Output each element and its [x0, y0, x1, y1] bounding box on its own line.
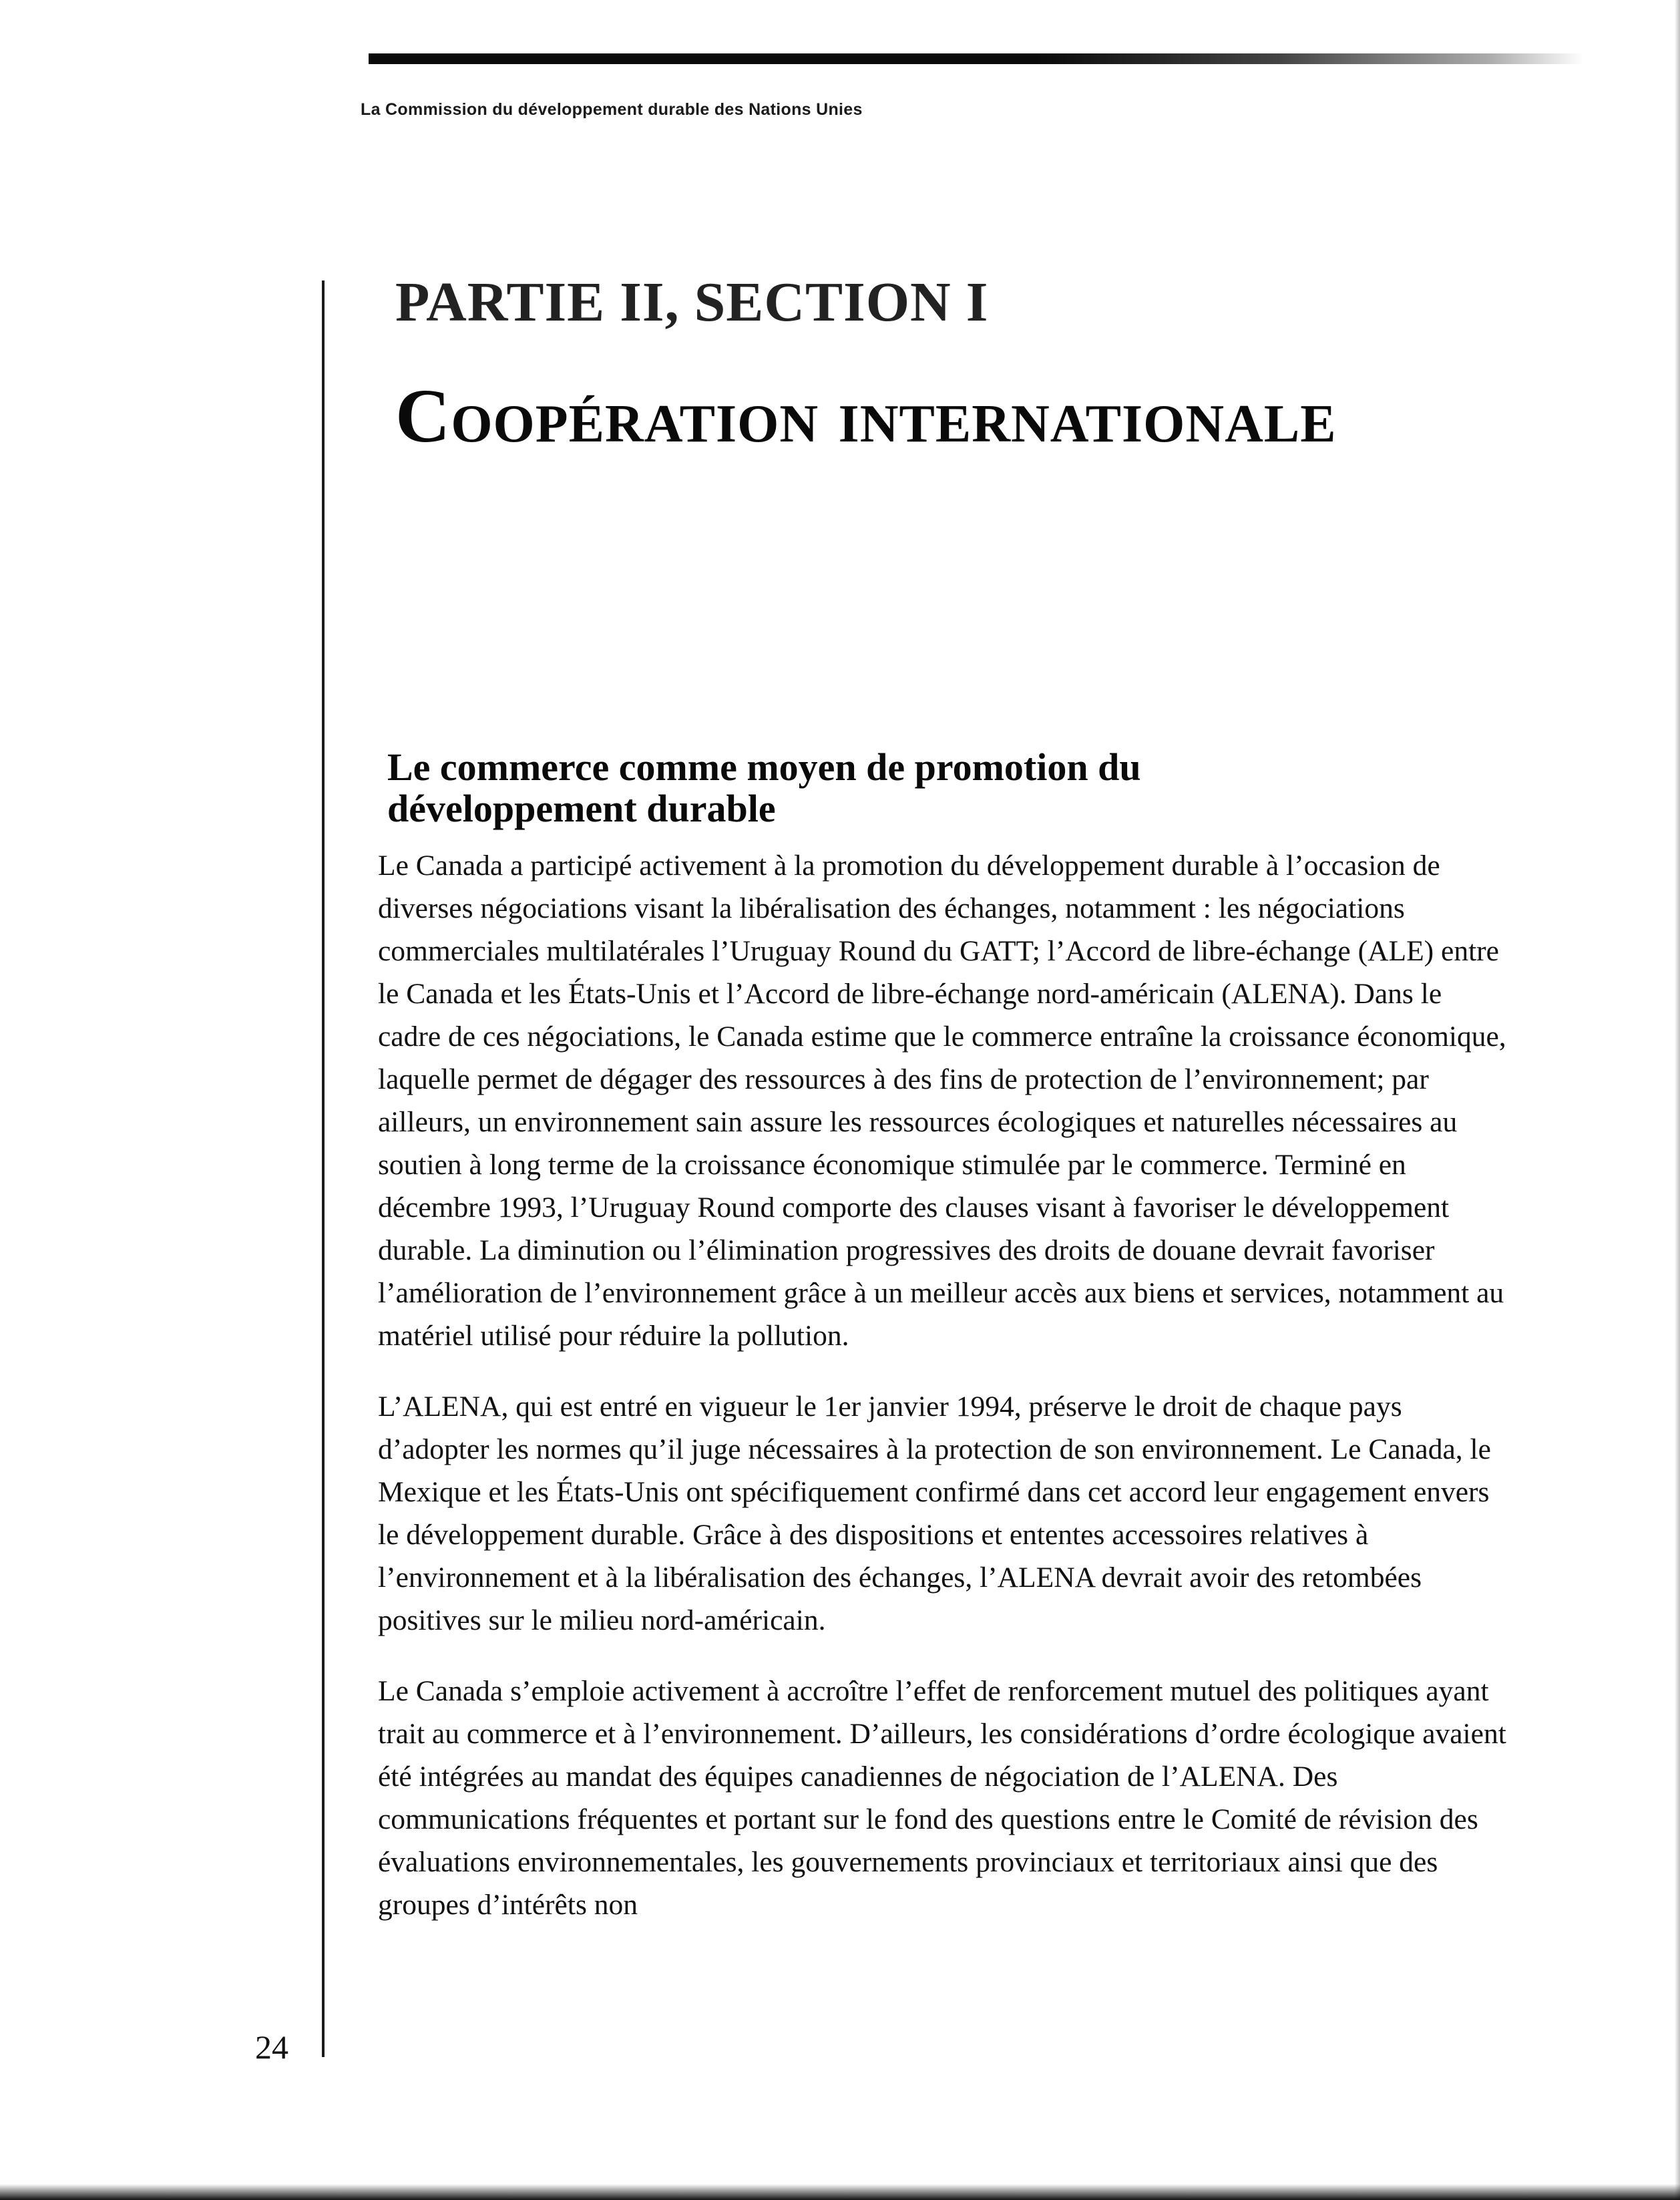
scan-edge-right [1675, 0, 1680, 2200]
section-title: Coopération internationale [395, 373, 1337, 458]
subheading: Le commerce comme moyen de promotion du développement durable [387, 745, 1141, 830]
paragraph-3: Le Canada s’emploie activement à accroître l’effet de renforcement mutuel des politiques ayant trait au commerce et à l’environnement. D’ailleurs, les considérations d’ordre écologique avaient été intégrées au mandat des équipes canadiennes de négociation de l’ALENA. Des communications fréquentes et portant sur le fond des questions entre le Comité de révision des évaluations environnementales, les gouvernements provinciaux et territoriaux ainsi que des groupes d’intérêts non [378, 1675, 1506, 1921]
left-margin-rule [322, 281, 325, 2057]
body-content [378, 747, 1526, 1954]
paragraph-2: L’ALENA, qui est entré en vigueur le 1er janvier 1994, préserve le droit de chaque pays d’adopter les normes qu’il juge nécessaires à la protection de son environnement. Le Canada, le Mexique et les États-Unis ont spécifiquement confirmé dans cet accord leur engagement envers le développement durable. Grâce à des dispositions et ententes accessoires relatives à l’environnement et à la libéralisation des échanges, l’ALENA devrait avoir des retombées positives sur le milieu nord-américain. [378, 1391, 1491, 1636]
scan-edge-bottom [0, 2184, 1680, 2200]
running-header: La Commission du développement durable des Nations Unies [361, 100, 863, 119]
paragraph-1: Le Canada a participé activement à la promotion du développement durable à l’occasion de diverses négociations visant la libéralisation des échanges, notamment : les négociations commerciales multilatérales l’Uruguay Round du GATT; l’Accord de libre-échange (ALE) entre le Canada et les États-Unis et l’Accord de libre-échange nord-américain (ALENA). Dans le cadre de ces négociations, le Canada estime que le commerce entraîne la croissance économique, laquelle permet de dégager des ressources à des fins de protection de l’environnement; par ailleurs, un environnement sain assure les ressources écologiques et naturelles nécessaires au soutien à long terme de la croissance économique stimulée par le commerce. Terminé en décembre 1993, l’Uruguay Round comporte des clauses visant à favoriser le développement durable. La diminution ou l’élimination progressives des droits de douane devrait favoriser l’amélioration de l’environnement grâce à un meilleur accès aux biens et services, notamment au matériel utilisé pour réduire la pollution. [378, 850, 1506, 1352]
part-label: PARTIE II, SECTION I [395, 271, 989, 333]
page-number: 24 [255, 2028, 288, 2066]
top-rule [369, 53, 1584, 64]
